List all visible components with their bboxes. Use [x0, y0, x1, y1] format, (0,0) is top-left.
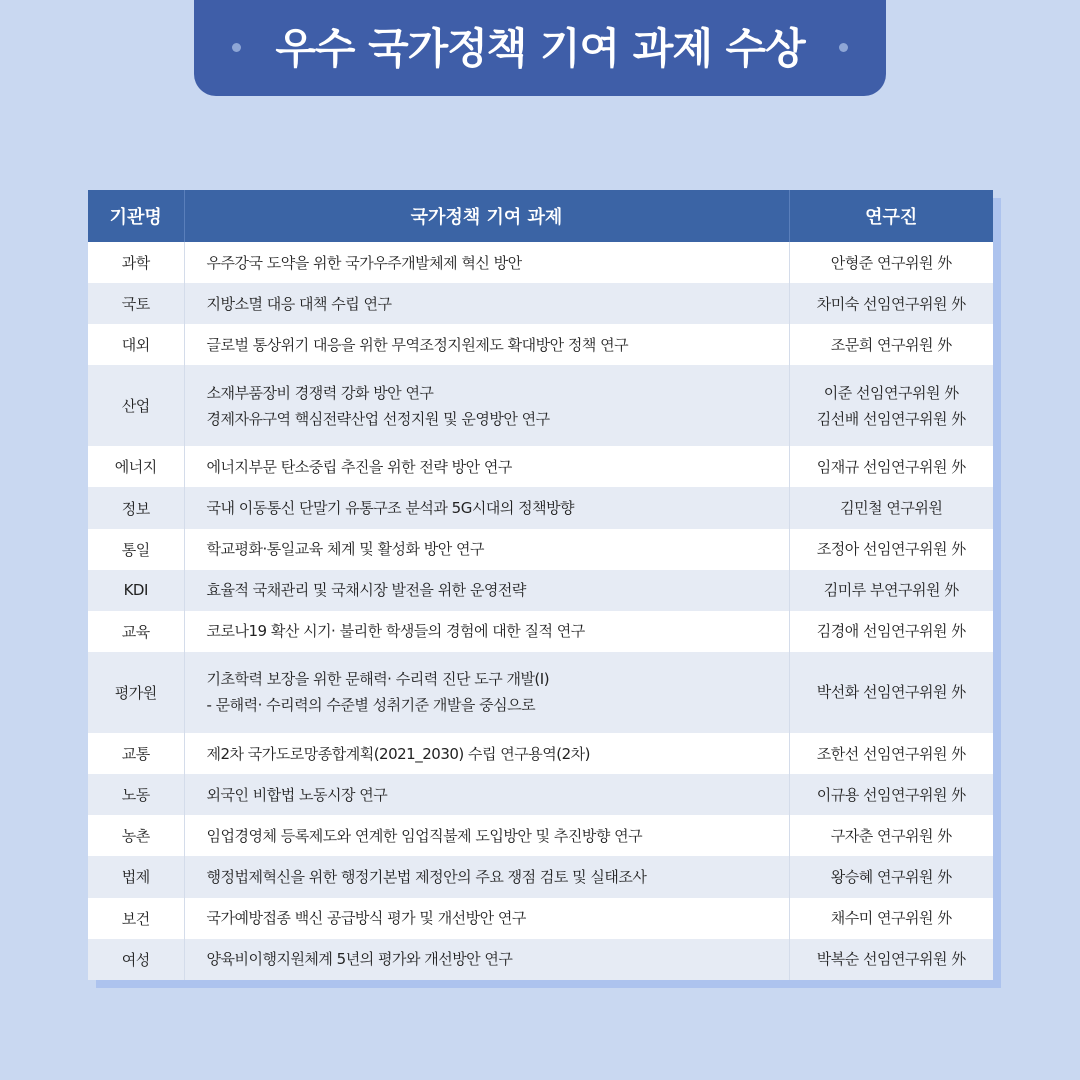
org-cell: 여성	[88, 939, 184, 980]
task-line: 양육비이행지원체계 5년의 평가와 개선방안 연구	[206, 950, 513, 969]
task-cell	[184, 283, 789, 324]
researcher-cell	[789, 242, 993, 283]
researcher-cell	[789, 365, 993, 446]
researcher-line: 임재규 선임연구위원 外	[816, 457, 966, 476]
task-cell	[184, 365, 789, 446]
task-line: 외국인 비합법 노동시장 연구	[206, 785, 388, 804]
researcher-line: 김선배 선임연구위원 外	[816, 409, 966, 428]
table-row	[88, 939, 993, 980]
researcher-line: 구자춘 연구위원 外	[830, 826, 952, 845]
org-cell: 산업	[88, 365, 184, 446]
task-cell	[184, 733, 789, 774]
org-cell: 정보	[88, 487, 184, 528]
researcher-line: 김미루 부연구위원 外	[823, 581, 959, 600]
task-cell	[184, 611, 789, 652]
researcher-line: 이규용 선임연구위원 外	[816, 785, 966, 804]
researcher-cell	[789, 446, 993, 487]
task-cell	[184, 815, 789, 856]
researcher-cell	[789, 611, 993, 652]
title-bullet-left-icon	[232, 43, 241, 52]
task-line: - 문해력· 수리력의 수준별 성취기준 개발을 중심으로	[206, 696, 536, 715]
org-cell: 교육	[88, 611, 184, 652]
task-line: 임업경영체 등록제도와 연계한 임업직불제 도입방안 및 추진방향 연구	[206, 826, 643, 845]
award-table	[88, 190, 993, 980]
researcher-line: 조한선 선임연구위원 外	[816, 744, 966, 763]
table-row	[88, 774, 993, 815]
header-org: 기관명	[88, 190, 184, 242]
title-bullet-right-icon	[839, 43, 848, 52]
table-row	[88, 487, 993, 528]
table-row	[88, 242, 993, 283]
task-line: 에너지부문 탄소중립 추진을 위한 전략 방안 연구	[206, 457, 512, 476]
org-cell: 통일	[88, 529, 184, 570]
table-row	[88, 611, 993, 652]
org-cell: 평가원	[88, 652, 184, 733]
award-table-container	[88, 190, 993, 980]
org-cell: 농촌	[88, 815, 184, 856]
task-line: 경제자유구역 핵심전략산업 선정지원 및 운영방안 연구	[206, 409, 550, 428]
table-row	[88, 856, 993, 897]
header-researcher: 연구진	[789, 190, 993, 242]
task-cell	[184, 487, 789, 528]
table-row	[88, 446, 993, 487]
researcher-line: 채수미 연구위원 外	[830, 909, 952, 928]
task-cell	[184, 774, 789, 815]
researcher-line: 박복순 선임연구위원 外	[816, 950, 966, 969]
researcher-line: 조정아 선임연구위원 外	[816, 540, 966, 559]
researcher-line: 조문희 연구위원 外	[830, 335, 952, 354]
researcher-cell	[789, 283, 993, 324]
page-title: 우수 국가정책 기여 과제 수상	[275, 24, 805, 73]
task-cell	[184, 529, 789, 570]
org-cell: 국토	[88, 283, 184, 324]
task-line: 소재부품장비 경쟁력 강화 방안 연구	[206, 383, 434, 402]
researcher-line: 김경애 선임연구위원 外	[816, 622, 966, 641]
researcher-line: 김민철 연구위원	[840, 499, 943, 518]
task-cell	[184, 324, 789, 365]
header-row	[88, 190, 993, 242]
task-line: 국가예방접종 백신 공급방식 평가 및 개선방안 연구	[206, 909, 526, 928]
table-row	[88, 365, 993, 446]
header-task: 국가정책 기여 과제	[184, 190, 789, 242]
researcher-cell	[789, 774, 993, 815]
task-line: 국내 이동통신 단말기 유통구조 분석과 5G시대의 정책방향	[206, 499, 575, 518]
researcher-cell	[789, 898, 993, 939]
researcher-line: 왕승혜 연구위원 外	[830, 867, 952, 886]
title-banner	[194, 0, 886, 96]
task-line: 우주강국 도약을 위한 국가우주개발체제 혁신 방안	[206, 253, 522, 272]
researcher-cell	[789, 570, 993, 611]
task-line: 학교평화·통일교육 체계 및 활성화 방안 연구	[206, 540, 484, 559]
org-cell: 에너지	[88, 446, 184, 487]
task-cell	[184, 898, 789, 939]
task-line: 행정법제혁신을 위한 행정기본법 제정안의 주요 쟁점 검토 및 실태조사	[206, 867, 647, 886]
org-cell: 노동	[88, 774, 184, 815]
task-line: 글로벌 통상위기 대응을 위한 무역조정지원제도 확대방안 정책 연구	[206, 335, 629, 354]
task-cell	[184, 446, 789, 487]
researcher-cell	[789, 939, 993, 980]
table-header	[88, 190, 993, 242]
researcher-line: 박선화 선임연구위원 外	[816, 683, 966, 702]
table-row	[88, 283, 993, 324]
table-row	[88, 733, 993, 774]
researcher-cell	[789, 529, 993, 570]
table-row	[88, 324, 993, 365]
task-line: 코로나19 확산 시기· 불리한 학생들의 경험에 대한 질적 연구	[206, 622, 585, 641]
researcher-line: 안형준 연구위원 外	[830, 253, 952, 272]
task-line: 효율적 국채관리 및 국채시장 발전을 위한 운영전략	[206, 581, 526, 600]
researcher-cell	[789, 487, 993, 528]
researcher-cell	[789, 733, 993, 774]
task-cell	[184, 856, 789, 897]
table-row	[88, 652, 993, 733]
researcher-line: 이준 선임연구위원 外	[823, 383, 959, 402]
task-cell	[184, 242, 789, 283]
task-cell	[184, 570, 789, 611]
task-line: 기초학력 보장을 위한 문해력· 수리력 진단 도구 개발(Ⅰ)	[206, 670, 550, 689]
org-cell: 과학	[88, 242, 184, 283]
org-cell: KDI	[88, 570, 184, 611]
org-cell: 보건	[88, 898, 184, 939]
task-cell	[184, 939, 789, 980]
table-row	[88, 529, 993, 570]
table-row	[88, 898, 993, 939]
table-row	[88, 815, 993, 856]
researcher-cell	[789, 324, 993, 365]
table-body	[88, 242, 993, 980]
table-row	[88, 570, 993, 611]
org-cell: 대외	[88, 324, 184, 365]
task-cell	[184, 652, 789, 733]
researcher-line: 차미숙 선임연구위원 外	[816, 294, 966, 313]
researcher-cell	[789, 815, 993, 856]
org-cell: 법제	[88, 856, 184, 897]
task-line: 지방소멸 대응 대책 수립 연구	[206, 294, 392, 313]
org-cell: 교통	[88, 733, 184, 774]
task-line: 제2차 국가도로망종합계획(2021_2030) 수립 연구용역(2차)	[206, 744, 590, 763]
researcher-cell	[789, 652, 993, 733]
researcher-cell	[789, 856, 993, 897]
